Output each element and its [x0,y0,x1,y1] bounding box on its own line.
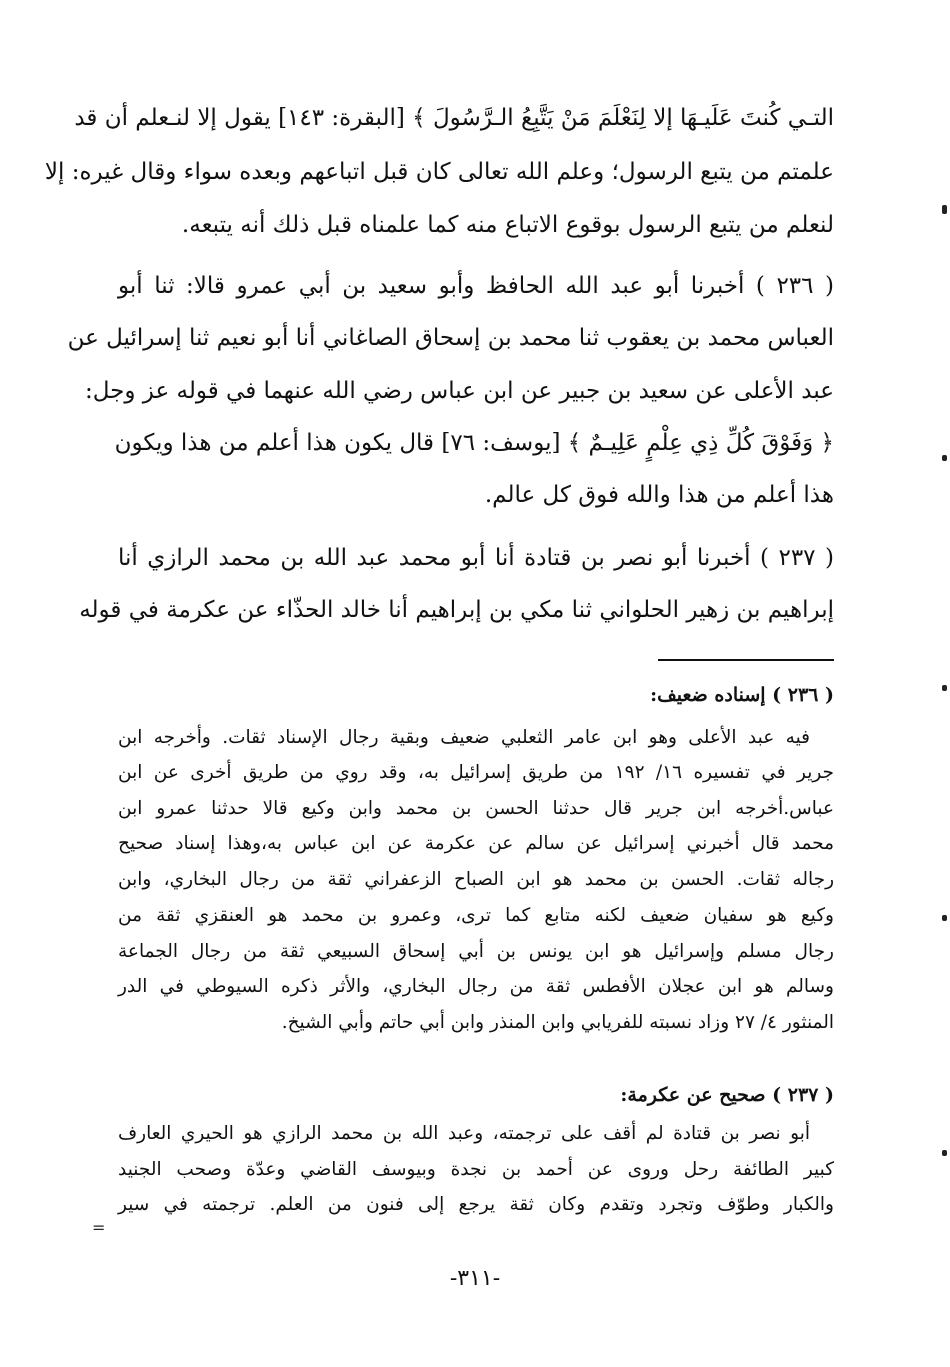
footnote-236-heading: ( ٢٣٦ ) إسناده ضعيف: [650,684,834,706]
hadith-236-line: ( ٢٣٦ ) أخبرنا أبو عبد الله الحافظ وأبو سعيد بن أبي عمرو قالا: ثنا أبو [118,273,834,299]
footnote-line: محمد قال أخبرني إسرائيل عن سالم عن عكرمة عن ابن عباس به،وهذا إسناد صحيح [118,833,834,854]
hadith-237-line: ( ٢٣٧ ) أخبرنا أبو نصر بن قتادة أنا أبو محمد عبد الله بن محمد الرازي أنا [118,545,834,571]
page-number: -٣١١- [449,1266,501,1291]
main-text-line: هذا أعلم من هذا والله فوق كل عالم. [484,482,834,508]
main-text-line: العباس محمد بن يعقوب ثنا محمد بن إسحاق الصاغاني أنا أبو نعيم ثنا إسرائيل عن [67,325,834,351]
footnote-line: رجال مسلم وإسرائيل هو ابن يونس بن أبي إسحاق السبيعي ثقة من رجال الجماعة [118,941,834,962]
footnote-line: رجاله ثقات. الحسن بن محمد هو ابن الصباح الزعفراني ثقة من رجال البخاري، وابن [118,869,834,890]
continuation-mark: = [92,1218,106,1237]
footnote-line: كبير الطائفة رحل وروى عن أحمد بن نجدة وبيوسف القاضي وعدّة وصحب الجنيد [118,1159,834,1180]
footnote-separator [658,659,834,661]
quran-verse-line: ﴿ وَفَوْقَ كُلِّ ذِي عِلْمٍ عَلِيـمٌ ﴾ [يوسف: ٧٦] قال يكون هذا أعلم من هذا ويكون [114,430,834,456]
main-text-line: إبراهيم بن زهير الحلواني ثنا مكي بن إبراهيم أنا خالد الحذّاء عن عكرمة في قوله [79,597,834,623]
footnote-line: فيه عبد الأعلى وهو ابن عامر الثعلبي ضعيف وبقية رجال الإسناد ثقات. وأخرجه ابن [118,727,810,748]
main-text-line: لنعلم من يتبع الرسول بوقوع الاتباع منه كما علمناه قبل ذلك أنه يتبعه. [181,212,834,238]
footnote-line: عباس.أخرجه ابن جرير قال حدثنا الحسن بن محمد وابن وكيع قالا حدثنا عمرو ابن [118,798,834,819]
footnote-line: المنثور ٤/ ٢٧ وزاد نسبته للفريابي وابن المنذر وابن أبي حاتم وأبي الشيخ. [281,1012,834,1033]
scan-mark [942,1150,947,1156]
scan-mark [942,685,947,691]
main-text-line: التـي كُنتَ عَلَيـهَا إلا لِنَعْلَمَ مَنْ يَتَّبِعُ الـرَّسُولَ ﴾ [البقرة: ١٤٣] يقول إلا لنـعلم أن قد [74,105,834,131]
footnote-line: والكبار وطوّف وتجرد وتقدم وكان ثقة يرجع إلى فنون من العلم. ترجمته في سير [118,1194,834,1215]
main-text-line: علمتم من يتبع الرسول؛ وعلم الله تعالى كان قبل اتباعهم وبعده سواء وقال غيره: إلا [44,159,834,185]
footnote-line: جرير في تفسيره ١٦/ ١٩٢ من طريق إسرائيل به، وقد روي من طريق أخرى عن ابن [118,762,834,783]
footnote-line: أبو نصر بن قتادة لم أقف على ترجمته، وعبد الله بن محمد الرازي هو الحيري العارف [118,1123,810,1144]
footnote-237-heading: ( ٢٣٧ ) صحيح عن عكرمة: [620,1084,834,1106]
scan-mark [942,455,947,461]
scan-mark [942,915,947,921]
footnote-line: وسالم هو ابن عجلان الأفطس ثقة من رجال البخاري، والأثر ذكره السيوطي في الدر [118,976,834,997]
scan-mark [942,205,947,214]
main-text-line: عبد الأعلى عن سعيد بن جبير عن ابن عباس رضي الله عنهما في قوله عز وجل: [84,378,834,404]
footnote-line: وكيع هو سفيان ضعيف لكنه متابع كما ترى، وعمرو بن محمد هو العنقزي ثقة من [118,905,834,926]
